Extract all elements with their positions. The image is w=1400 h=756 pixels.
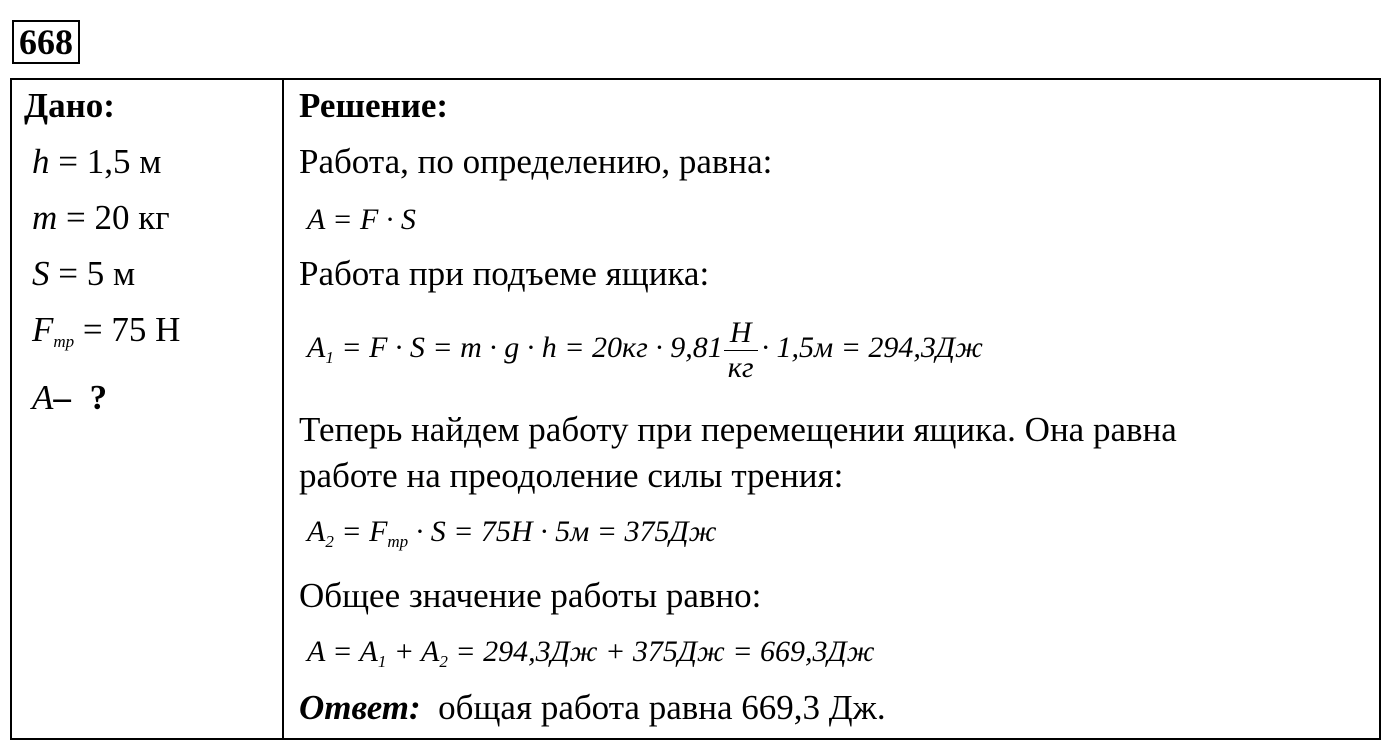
formula-total-work <box>307 632 875 682</box>
formula-subscript: 2 <box>325 532 334 551</box>
solution-text-total: Общее значение работы равно: <box>299 576 762 615</box>
given-symbol: m <box>32 198 58 237</box>
given-unknown <box>32 378 107 418</box>
column-divider <box>282 80 284 738</box>
given-value: = 20 кг <box>66 198 170 237</box>
fraction-n-per-kg <box>724 316 758 385</box>
formula-symbol: A <box>307 515 326 548</box>
formula-work-definition <box>307 200 416 240</box>
given-item-height <box>32 142 161 182</box>
formula-text: A = A <box>307 635 378 668</box>
formula-subscript: 1 <box>325 348 334 367</box>
unknown-question: ? <box>89 378 108 417</box>
answer-line <box>299 688 886 728</box>
given-heading: Дано: <box>24 86 115 125</box>
formula-text: = F · S = m · g · h = 20кг · 9,81 <box>333 331 723 364</box>
formula-subscript: 1 <box>377 652 387 671</box>
solution-heading: Решение: <box>299 86 449 125</box>
formula-subscript: 2 <box>439 652 448 671</box>
solution-table <box>10 78 1381 740</box>
given-subscript: тр <box>53 332 75 351</box>
formula-move-work <box>307 512 716 562</box>
solution-text-move-1: Теперь найдем работу при перемещении ящика. Она равна <box>299 410 1177 449</box>
fraction-numerator: Н <box>724 316 758 351</box>
solution-text-definition: Работа, по определению, равна: <box>299 142 773 181</box>
answer-text: общая работа равна 669,3 Дж. <box>438 688 886 727</box>
solution-text-move-2: работе на преодоление силы трения: <box>299 456 844 495</box>
given-symbol: h <box>32 142 50 181</box>
given-value: = 75 Н <box>82 310 181 349</box>
unknown-symbol: A <box>32 378 54 417</box>
given-value: = 5 м <box>58 254 136 293</box>
given-value: = 1,5 м <box>58 142 162 181</box>
formula-text: · S = 75Н · 5м = 375Дж <box>408 515 717 548</box>
given-symbol: F <box>32 310 54 349</box>
formula-text: + A <box>386 635 440 668</box>
fraction-denominator: кг <box>727 350 754 384</box>
formula-subscript: тр <box>387 532 409 551</box>
formula-text: = 294,3Дж + 375Дж = 669,3Дж <box>447 635 875 668</box>
solution-text-lift: Работа при подъеме ящика: <box>299 254 710 293</box>
given-symbol: S <box>32 254 50 293</box>
given-item-mass <box>32 198 170 238</box>
formula-text: · 1,5м = 294,3Дж <box>761 331 983 364</box>
formula-text: = F <box>333 515 388 548</box>
given-item-friction <box>32 310 180 362</box>
problem-number: 668 <box>12 20 80 64</box>
answer-label: Ответ: <box>299 688 421 727</box>
formula-lift-work <box>307 310 983 396</box>
formula-symbol: A <box>307 331 326 364</box>
unknown-dash: – <box>53 378 71 417</box>
formula-text: A = F · S <box>307 203 416 236</box>
given-item-distance <box>32 254 135 294</box>
